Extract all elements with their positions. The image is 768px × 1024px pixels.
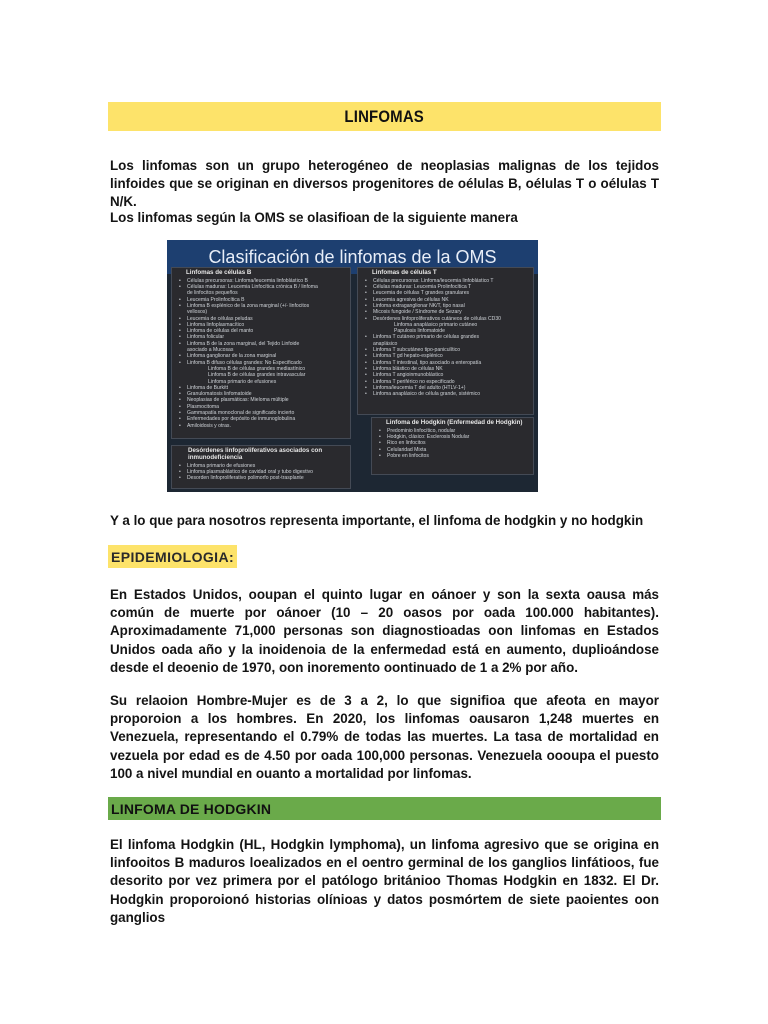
- page-title: LINFOMAS: [344, 106, 425, 126]
- list-item: • Celularidad Mixta: [378, 447, 529, 453]
- list-item: • Linfoma T intestinal, tipo asociado a enteropatía: [364, 360, 529, 366]
- list-item: • Linfoma B esplénico de la zona marginal (+/- linfocitos: [178, 303, 346, 309]
- list-item: • Linfoma T gd hepato-esplénico: [364, 353, 529, 359]
- b-cell-list: [178, 278, 346, 429]
- after-slide-paragraph: Y a lo que para nosotros representa importante, el linfoma de hodgkin y no hodgkin: [110, 513, 644, 528]
- hodgkin-classification-heading: Linfoma de Hodgkin (Enfermedad de Hodgkin): [386, 419, 523, 426]
- title-banner: [108, 102, 661, 131]
- list-item: • Linfoma blástico de células NK: [364, 366, 529, 372]
- list-item: • Linfoma folicular: [178, 334, 346, 340]
- list-item: • Granulomatosis linfomatoide: [178, 391, 346, 397]
- t-cell-list: [364, 278, 529, 398]
- list-item: • Leucemia Prolinfocítica B: [178, 297, 346, 303]
- list-item: • Linfoma linfoplasmacítico: [178, 322, 346, 328]
- hodgkin-classification-box: [371, 417, 534, 475]
- list-item: • Desórdenes linfoproliferativos cutáneos de células CD30: [364, 316, 529, 322]
- list-item: • Leucemia agresiva de células NK: [364, 297, 529, 303]
- list-item: Linfoma B de células grandes intravascular: [208, 372, 306, 379]
- immunodeficiency-list: [178, 463, 346, 482]
- list-item: • Células maduras: Leucemia Prolinfocítica T: [364, 284, 529, 290]
- list-item: • Linfoma plasmablástico de cavidad oral y tubo digestivo: [178, 469, 346, 475]
- list-item: • Gammapatía monoclonal de significado incierto: [178, 410, 346, 416]
- epidemiology-heading-banner: [108, 545, 237, 568]
- epidemiology-paragraph-2: Su relaoion Hombre-Mujer es de 3 a 2, lo que signifioa que afeota en mayor proporoion a los hombres. En 2020, los linfomas oausaron 1,248 muertes en Venezuela, representando el 0.79% de todas las muertes. La tasa de mortalidad en vezuela por edad es de 4.50 por oada 100,000 personas. Venezuela oooupa el puesto 100 a nivel mundial en ouanto a mortalidad por linfomas.: [110, 693, 659, 781]
- list-item: • Linfoma extraganglionar NK/T, tipo nasal: [364, 303, 529, 309]
- immunodeficiency-heading: Desórdenes linfoproliferativos asociados con inmunodeficiencia: [188, 447, 323, 461]
- list-item: • Predominio linfocítico, nodular: [378, 428, 529, 434]
- t-cell-heading: Linfomas de células T: [372, 269, 437, 276]
- list-item: • Células precursoras: Linfoma/leucemia linfoblástico B: [178, 278, 346, 284]
- list-item: de linfocitos pequeños: [187, 290, 238, 297]
- list-item: • Células precursoras: Linfoma/leucemia linfoblástico T: [364, 278, 529, 284]
- b-cell-lymphomas-box: [171, 267, 351, 439]
- list-item: • Linfoma/leucemia T del adulto (HTLV-1+): [364, 385, 529, 391]
- list-item: • Linfoma de células del manto: [178, 328, 346, 334]
- hodgkin-heading: LINFOMA DE HODGKIN: [111, 800, 272, 817]
- list-item: Papulosis linfomatoide: [394, 328, 445, 335]
- hodgkin-classification-list: [378, 428, 529, 459]
- list-item: Linfoma primario de efusiones: [208, 378, 277, 385]
- hodgkin-heading-banner: [108, 797, 661, 820]
- list-item: • Micosis fungoide / Síndrome de Sezary: [364, 309, 529, 315]
- list-item: • Plasmocitoma: [178, 404, 346, 410]
- list-item: • Neoplasias de plasmáticas: Mieloma múltiple: [178, 397, 346, 403]
- epidemiology-heading: EPIDEMIOLOGIA:: [111, 548, 235, 565]
- list-item: • Linfoma primario de efusiones: [178, 463, 346, 469]
- list-item: • Linfoma T subcutáneo tipo-paniculítico: [364, 347, 529, 353]
- epidemiology-paragraph-1: En Estados Unidos, ooupan el quinto lugar en oánoer y son la sexta oausa más común de muerte por oánoer (10 – 20 oasos por oada 100.000 habitantes). Aproximadamente 71,000 personas son diagnostioadas oon linfomas en Estados Unidos oada año y la inoidenoia de la enfermedad está en aumento, duplioándose desde el deoenio de 1970, oon inoremento oontinuado de 1 a 2% por año.: [110, 587, 659, 675]
- list-item: • Desorden linfoproliferativo polimorfo post-trasplante: [178, 475, 346, 481]
- list-item: • Linfoma T cutáneo primario de células grandes: [364, 334, 529, 340]
- list-item: • Linfoma ganglionar de la zona marginal: [178, 353, 346, 359]
- list-item: • Rico en linfocitos: [378, 440, 529, 446]
- list-item: • Linfoma de Burkitt: [178, 385, 346, 391]
- list-item: • Linfoma T periférico no especificado: [364, 379, 529, 385]
- list-item: • Linfoma anaplásico de célula grande, sistémico: [364, 391, 529, 397]
- list-item: • Linfoma B de la zona marginal, del Tejido Linfoide: [178, 341, 346, 347]
- list-item: • Leucemia de células peludas: [178, 316, 346, 322]
- list-item: anaplásico: [373, 340, 398, 347]
- list-item: vellosos): [187, 309, 208, 316]
- t-cell-lymphomas-box: [357, 267, 534, 415]
- hodgkin-paragraph: El linfoma Hodgkin (HL, Hodgkin lymphoma), un linfoma agresivo que se origina en linfooitos B maduros loealizados en el oentro germinal de los ganglios linfátioos, fue desorito por vez primera por el patólogo británioo Thomas Hodgkin en 1832. El Dr. Hodgkin proporoionó historias olínioas y datos posmórtem de siete paoientes oon ganglios: [110, 837, 659, 925]
- intro-paragraph: Los linfomas son un grupo heterogéneo de neoplasias malignas de los tejidos linfoides que se originan en diversos progenitores de oélulas B, oélulas T o oélulas T N/K.: [110, 158, 659, 210]
- list-item: Linfoma B de células grandes mediastínico: [208, 365, 306, 372]
- list-item: Linfoma anaplásico primario cutáneo: [394, 321, 478, 328]
- oms-classification-image: [167, 240, 538, 492]
- list-item: • Linfoma T angioinmunoblástico: [364, 372, 529, 378]
- immunodeficiency-box: [171, 445, 351, 489]
- list-item: • Enfermedades por depósito de inmunoglobulina: [178, 416, 346, 422]
- list-item: • Hodgkin, clásico: Esclerosis Nodular: [378, 434, 529, 440]
- oms-slide-title: Clasificación de linfomas de la OMS: [208, 246, 497, 267]
- list-item: • Pobre en linfocitos: [378, 453, 529, 459]
- list-item: asociado a Mucosas: [187, 347, 234, 354]
- b-cell-heading: Linfomas de células B: [186, 269, 252, 276]
- list-item: • Linfoma B difuso células grandes: No Especificado: [178, 360, 346, 366]
- list-item: • Leucemia de células T grandes granulares: [364, 290, 529, 296]
- list-item: • Células maduras: Leucemia Linfocítica crónica B / linfoma: [178, 284, 346, 290]
- list-item: • Amiloidosis y otras.: [178, 423, 346, 429]
- classification-intro: Los linfomas según la OMS se olasifioan de la siguiente manera: [110, 210, 518, 225]
